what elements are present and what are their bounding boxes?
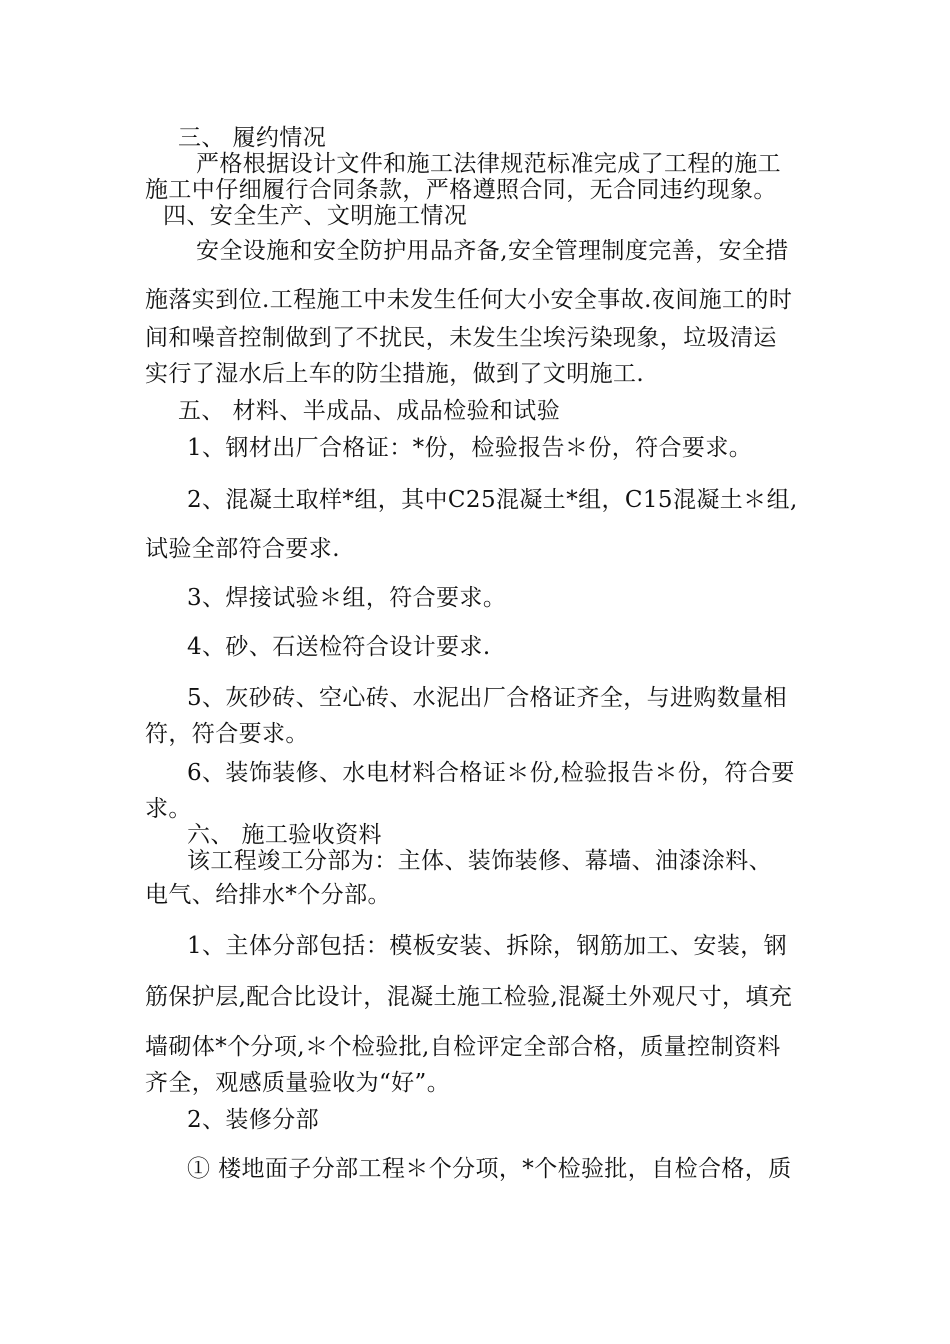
section-heading-5: 五、 材料、半成品、成品检验和试验 [178, 398, 561, 424]
section-heading-4: 四、安全生产、文明施工情况 [163, 203, 468, 229]
list-item: 2、混凝土取样*组，其中C25混凝土*组，C15混凝土＊组, [187, 487, 798, 513]
list-item: 1、钢材出厂合格证：*份，检验报告＊份，符合要求。 [187, 435, 753, 461]
paragraph-line: 电气、给排水*个分部。 [145, 882, 391, 908]
paragraph-line: 筋保护层,配合比设计，混凝土施工检验,混凝土外观尺寸，填充 [145, 984, 793, 1010]
paragraph-line: 施工中仔细履行合同条款，严格遵照合同，无合同违约现象。 [145, 177, 777, 203]
section-heading-3: 三、 履约情况 [178, 125, 327, 151]
list-item: 5、灰砂砖、空心砖、水泥出厂合格证齐全，与进购数量相 [187, 685, 788, 711]
paragraph-line: 符，符合要求。 [145, 721, 309, 747]
paragraph-line: 施落实到位.工程施工中未发生任何大小安全事故.夜间施工的时 [145, 287, 793, 313]
list-item: 1、主体分部包括：模板安装、拆除，钢筋加工、安装，钢 [187, 933, 788, 959]
list-item: 4、砂、石送检符合设计要求. [187, 634, 491, 660]
paragraph-line: 求。 [145, 796, 192, 822]
list-item: ① 楼地面子分部工程＊个分项，*个检验批，自检合格，质 [187, 1156, 792, 1182]
paragraph-line: 试验全部符合要求. [145, 536, 340, 562]
list-item: 6、装饰装修、水电材料合格证＊份,检验报告＊份，符合要 [187, 760, 795, 786]
list-item: 2、装修分部 [187, 1107, 320, 1133]
list-item: 3、焊接试验＊组，符合要求。 [187, 585, 507, 611]
paragraph-line: 安全设施和安全防护用品齐备,安全管理制度完善，安全措 [196, 238, 789, 264]
paragraph-line: 该工程竣工分部为：主体、装饰装修、幕墙、油漆涂料、 [187, 848, 772, 874]
section-heading-6: 六、 施工验收资料 [187, 822, 382, 848]
paragraph-line: 间和噪音控制做到了不扰民，未发生尘埃污染现象，垃圾清运 [145, 325, 777, 351]
paragraph-line: 齐全，观感质量验收为“好”。 [145, 1070, 451, 1096]
paragraph-line: 墙砌体*个分项,＊个检验批,自检评定全部合格，质量控制资料 [145, 1034, 781, 1060]
paragraph-line: 实行了湿水后上车的防尘措施，做到了文明施工. [145, 361, 645, 387]
paragraph-line: 严格根据设计文件和施工法律规范标准完成了工程的施工 [196, 151, 781, 177]
